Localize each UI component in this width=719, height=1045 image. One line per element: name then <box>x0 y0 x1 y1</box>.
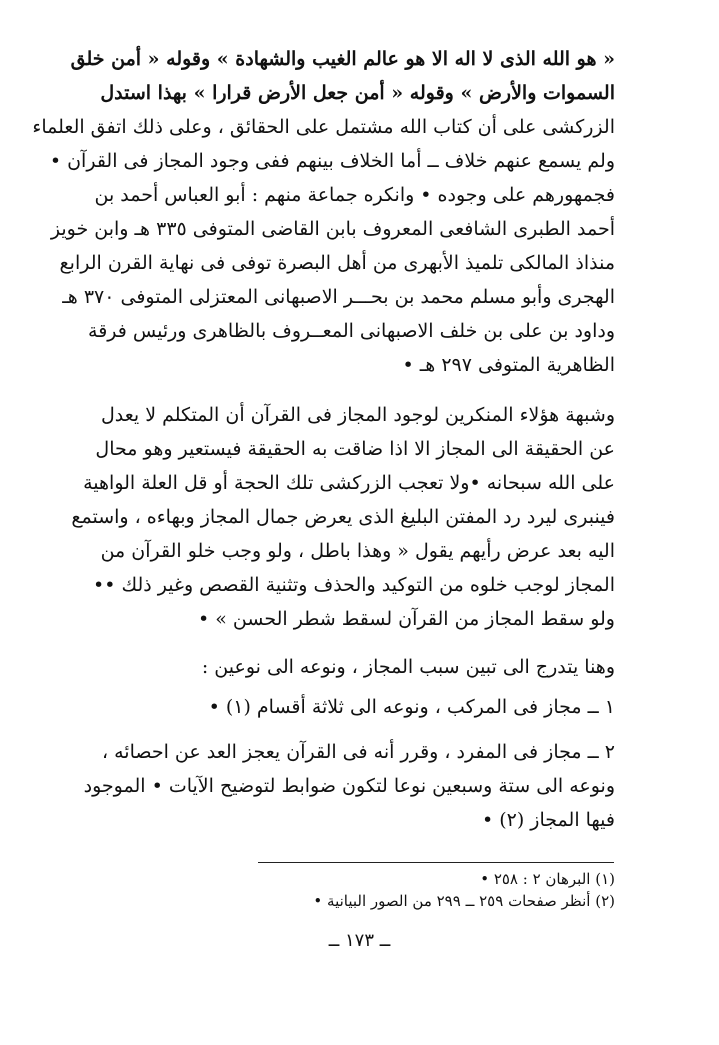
paragraph-3 <box>70 650 615 724</box>
text-line: وشبهة هؤلاء المنكرين لوجود المجاز فى القرآن أن المتكلم لا يعدل <box>100 404 615 426</box>
text-line: وداود بن على بن خلف الاصبهانى المعــروف بالظاهرى ورئيس فرقة <box>88 320 615 342</box>
text-line: السموات والأرض » وقوله « أمن جعل الأرض قرارا » بهذا استدل <box>100 82 615 104</box>
text-line: فينبرى ليرد رد المفتن البليغ الذى يعرض جمال المجاز وبهاءه ، واستمع <box>71 506 615 528</box>
text-line: فجمهورهم على وجوده • وانكره جماعة منهم : أبو العباس أحمد بن <box>94 184 615 206</box>
text-line: الهجرى وأبو مسلم محمد بن بحـــر الاصبهانى المعتزلى المتوفى ٣٧٠ هـ <box>62 286 615 308</box>
text-line: المجاز لوجب خلوه من التوكيد والحذف وتثنية القصص وغير ذلك •• <box>93 574 615 596</box>
list-item-2: ٢ ــ مجاز فى المفرد ، وقرر أنه فى القرآن يعجز العد عن احصائه ، <box>101 741 615 763</box>
paragraph-1 <box>32 42 615 382</box>
text-line: منذاذ المالكى تلميذ الأبهرى من أهل البصرة توفى فى نهاية القرن الرابع <box>59 252 615 274</box>
footnote-1: (١) البرهان ٢ : ٢٥٨ • <box>480 870 615 888</box>
text-line: وهنا يتدرج الى تبين سبب المجاز ، ونوعه الى نوعين : <box>201 656 615 678</box>
paragraph-2 <box>70 398 615 636</box>
text-line: على الله سبحانه •ولا تعجب الزركشى تلك الحجة أو قل العلة الواهية <box>83 472 615 494</box>
page-number: ــ ١٧٣ ــ <box>328 930 391 951</box>
footnote-divider <box>258 862 614 863</box>
text-line: اليه بعد عرض رأيهم يقول « وهذا باطل ، ولو وجب خلو القرآن من <box>100 540 615 562</box>
text-line: الظاهرية المتوفى ٢٩٧ هـ • <box>402 354 615 376</box>
text-line: أحمد الطبرى الشافعى المعروف بابن القاضى المتوفى ٣٣٥ هـ وابن خويز <box>50 218 615 240</box>
text-line: عن الحقيقة الى المجاز الا اذا ضاقت به الحقيقة فيستعير وهو محال <box>95 438 615 460</box>
footnote-2: (٢) أنظر صفحات ٢٥٩ ــ ٢٩٩ من الصور البيانية • <box>313 892 615 910</box>
list-item-1: ١ ــ مجاز فى المركب ، ونوعه الى ثلاثة أقسام (١) • <box>208 696 615 718</box>
text-line: ونوعه الى ستة وسبعين نوعا لتكون ضوابط لتوضيح الآيات • الموجود <box>83 775 615 797</box>
text-line: ولو سقط المجاز من القرآن لسقط شطر الحسن » • <box>198 608 615 630</box>
text-line: فيها المجاز (٢) • <box>481 809 615 831</box>
text-line: ولم يسمع عنهم خلاف ــ أما الخلاف بينهم ففى وجود المجاز فى القرآن • <box>49 150 615 172</box>
paragraph-4 <box>70 735 615 837</box>
text-line: الزركشى على أن كتاب الله مشتمل على الحقائق ، وعلى ذلك اتفق العلماء <box>32 116 615 138</box>
text-line: « هو الله الذى لا اله الا هو عالم الغيب والشهادة » وقوله « أمن خلق <box>70 48 615 70</box>
